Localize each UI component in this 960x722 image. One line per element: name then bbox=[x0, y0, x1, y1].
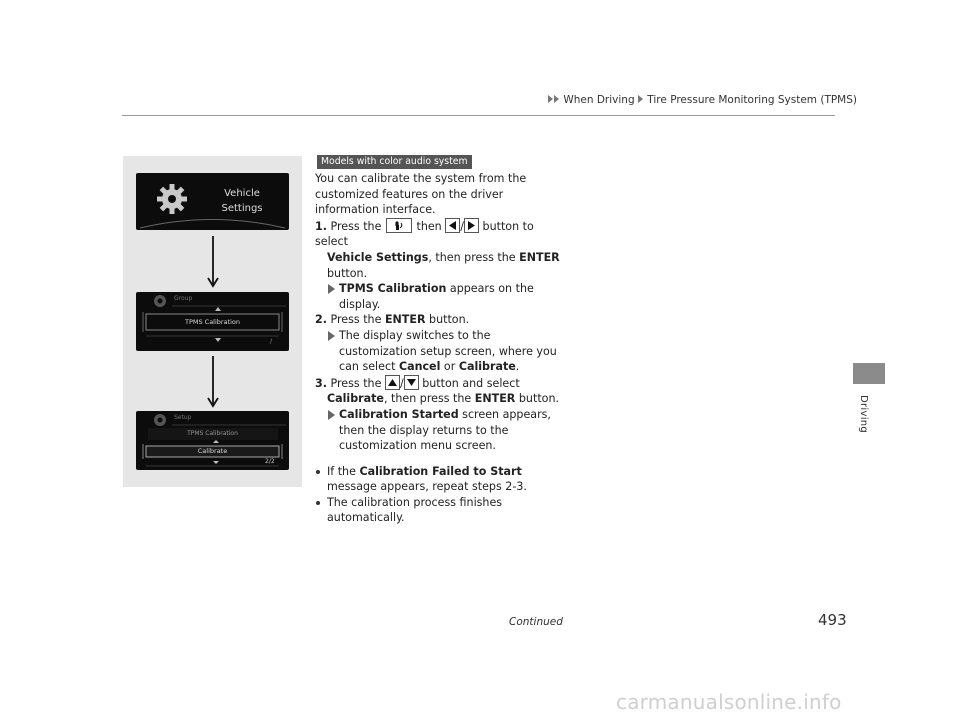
term-tpms-calibration: TPMS Calibration bbox=[339, 282, 447, 296]
step-text: , then press the bbox=[383, 392, 472, 406]
result-arrow-icon bbox=[328, 284, 335, 294]
note-text: The calibration process finishes automatically. bbox=[327, 495, 503, 525]
page-number: 493 bbox=[818, 611, 847, 629]
term-calibrate: Calibrate bbox=[327, 392, 384, 406]
result-text: The display switches to the customization setup screen, where you can select bbox=[339, 328, 557, 374]
breadcrumb-arrow-icon bbox=[554, 95, 559, 103]
screen3-page: 2/2 bbox=[265, 458, 275, 465]
left-arrow-button-icon bbox=[445, 218, 460, 233]
step-text: Press the bbox=[330, 376, 382, 390]
down-arrow-icon bbox=[207, 236, 219, 288]
screen2-page: / bbox=[270, 338, 273, 345]
model-applicability-badge: Models with color audio system bbox=[317, 155, 472, 169]
section-tab-label: Driving bbox=[858, 395, 869, 434]
breadcrumb-arrow-icon bbox=[638, 95, 643, 103]
term-cancel: Cancel bbox=[398, 360, 441, 374]
step-text: Press the bbox=[330, 313, 382, 327]
step-text: button. bbox=[518, 392, 560, 406]
step-text: button. bbox=[429, 313, 470, 327]
result-text: or bbox=[443, 360, 456, 374]
note-text: message appears, repeat steps 2-3. bbox=[327, 480, 527, 494]
screen1-line2: Settings bbox=[221, 203, 263, 214]
breadcrumb-tpms[interactable]: Tire Pressure Monitoring System (TPMS) bbox=[647, 94, 858, 106]
bullet-dot bbox=[316, 470, 320, 474]
bullet-dot bbox=[316, 501, 320, 505]
result-text: screen appears, then the display returns to the customization menu screen. bbox=[339, 407, 551, 453]
step-text: button. bbox=[327, 266, 368, 280]
term-vehicle-settings: Vehicle Settings bbox=[327, 250, 429, 264]
illustration-panel bbox=[123, 156, 302, 487]
note-bullet-2 bbox=[315, 495, 565, 526]
step-number: 2. bbox=[315, 313, 327, 327]
screen-vehicle-settings bbox=[136, 173, 289, 230]
down-arrow-icon bbox=[207, 356, 219, 408]
term-calibration-failed: Calibration Failed to Start bbox=[359, 464, 522, 478]
note-bullet-1 bbox=[315, 464, 565, 495]
breadcrumb-arrow-icon bbox=[548, 95, 553, 103]
breadcrumb-when-driving[interactable]: When Driving bbox=[563, 94, 635, 106]
step-text: button and select bbox=[422, 376, 520, 390]
screen3-title: Setup bbox=[174, 414, 192, 421]
step-1-cont bbox=[315, 250, 565, 281]
header-rule bbox=[122, 115, 835, 116]
result-text: appears on the display. bbox=[339, 282, 534, 311]
screen1-line1: Vehicle bbox=[224, 188, 260, 199]
intro-paragraph: You can calibrate the system from the customized features on the driver information interface. bbox=[315, 172, 527, 217]
step-text: Press the bbox=[330, 219, 382, 233]
up-arrow-button-icon bbox=[385, 375, 400, 390]
screen2-title: Group bbox=[174, 295, 193, 302]
result-arrow-icon bbox=[328, 410, 335, 420]
screen-calibrate bbox=[136, 411, 289, 470]
term-calibrate: Calibrate bbox=[458, 360, 516, 374]
step-text: button to select bbox=[315, 219, 534, 249]
note-text: If the bbox=[327, 464, 356, 478]
continued-label: Continued bbox=[509, 616, 563, 628]
result-arrow-icon bbox=[328, 331, 335, 341]
step-2 bbox=[315, 312, 565, 328]
screen3-subtitle: TPMS Calibration bbox=[187, 430, 238, 437]
step-2-result bbox=[315, 328, 565, 375]
step-3 bbox=[315, 375, 565, 392]
screen2-item: TPMS Calibration bbox=[184, 318, 241, 326]
slash-separator: / bbox=[399, 376, 404, 390]
step-number: 1. bbox=[315, 219, 327, 233]
watermark: carmanualsonline.info bbox=[616, 690, 842, 714]
term-enter: ENTER bbox=[474, 392, 516, 406]
section-tab-marker bbox=[853, 363, 885, 384]
step-1-result bbox=[315, 281, 565, 312]
result-text: . bbox=[515, 360, 520, 374]
step-3-result bbox=[315, 407, 565, 454]
instructions-body bbox=[315, 171, 565, 526]
down-arrow-button-icon bbox=[404, 375, 419, 390]
step-1: 1. Press the then / button to select bbox=[315, 219, 534, 249]
breadcrumb bbox=[548, 94, 857, 106]
info-button-icon bbox=[386, 218, 412, 233]
right-arrow-button-icon bbox=[464, 218, 479, 233]
term-enter: ENTER bbox=[519, 250, 560, 264]
screen3-item: Calibrate bbox=[197, 447, 228, 455]
step-3-cont bbox=[315, 391, 565, 407]
term-calibration-started: Calibration Started bbox=[339, 407, 459, 421]
step-text: then bbox=[416, 219, 442, 233]
step-text: , then press the bbox=[428, 250, 516, 264]
screen-tpms-calibration bbox=[136, 292, 289, 351]
term-enter: ENTER bbox=[384, 313, 426, 327]
step-number: 3. bbox=[315, 376, 327, 390]
